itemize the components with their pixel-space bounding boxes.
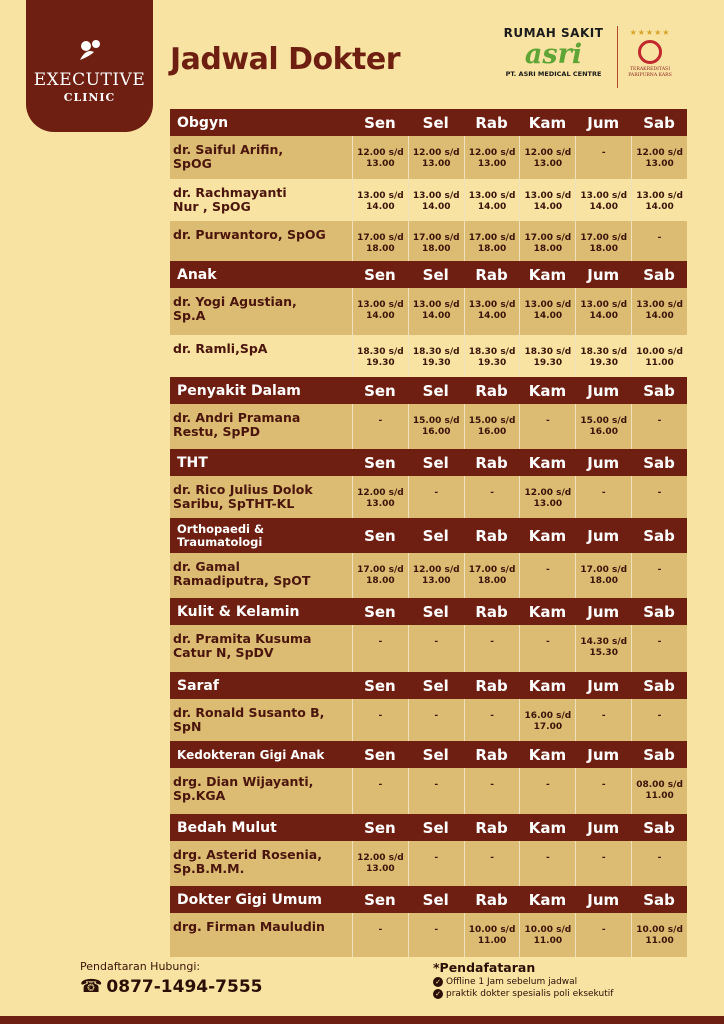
section-category: THT (177, 454, 208, 471)
note-item (433, 977, 613, 987)
day-header: Jum (587, 745, 620, 764)
schedule-cell: - (575, 913, 631, 957)
schedule-cell: - (352, 913, 408, 957)
doctor-name: dr. Purwantoro, SpOG (173, 227, 326, 242)
schedule-cell: 17.00 s/d 18.00 (464, 553, 520, 598)
section-category: Kulit & Kelamin (177, 603, 300, 620)
day-header: Sen (364, 381, 396, 400)
schedule-cell: - (464, 841, 520, 886)
day-header: Sab (643, 676, 675, 695)
stars-icon: ★★★★★ (629, 28, 671, 37)
schedule-cell: 18.30 s/d 19.30 (575, 335, 631, 377)
hospital-company: PT. ASRI MEDICAL CENTRE (505, 70, 602, 78)
doctor-name: dr. Pramita Kusuma Catur N, SpDV (173, 631, 312, 660)
section-header (170, 261, 687, 288)
schedule-cell: 12.00 s/d 13.00 (352, 841, 408, 886)
day-header: Kam (528, 676, 567, 695)
day-header: Sab (643, 745, 675, 764)
day-header: Jum (587, 602, 620, 621)
day-header: Sel (422, 526, 449, 545)
section-category: Bedah Mulut (177, 819, 277, 836)
section-category: Anak (177, 266, 217, 283)
schedule-cell: 10.00 s/d 11.00 (464, 913, 520, 957)
doctor-name: dr. Rachmayanti Nur , SpOG (173, 185, 287, 214)
doctor-row (170, 335, 687, 377)
schedule-cell: - (631, 404, 687, 449)
doctor-name: dr. Gamal Ramadiputra, SpOT (173, 559, 311, 588)
clinic-logo-icon (76, 38, 106, 62)
schedule-cell: - (631, 625, 687, 672)
schedule-cell: - (408, 913, 464, 957)
section-header (170, 814, 687, 841)
schedule-cell: - (352, 625, 408, 672)
schedule-cell: 13.00 s/d 14.00 (464, 288, 520, 335)
doctor-name: dr. Ronald Susanto B, SpN (173, 705, 325, 734)
schedule-cell: 12.00 s/d 13.00 (352, 136, 408, 179)
brand-name: EXECUTIVE (33, 70, 146, 90)
schedule-cell: 13.00 s/d 14.00 (352, 288, 408, 335)
section-header (170, 518, 687, 553)
schedule-cell: - (408, 841, 464, 886)
day-header: Kam (528, 745, 567, 764)
day-header: Sel (422, 818, 449, 837)
hospital-logo (486, 26, 621, 78)
schedule-cell: - (519, 841, 575, 886)
brand-subname: CLINIC (63, 91, 116, 104)
schedule-cell: - (575, 699, 631, 741)
doctor-row (170, 179, 687, 221)
schedule-cell: 13.00 s/d 14.00 (519, 179, 575, 221)
day-header: Rab (475, 676, 508, 695)
doctor-row (170, 699, 687, 741)
schedule-cell: 16.00 s/d 17.00 (519, 699, 575, 741)
schedule-cell: - (631, 553, 687, 598)
schedule-cell: - (352, 699, 408, 741)
telephone-icon: ☎ (80, 976, 103, 997)
schedule-cell: 17.00 s/d 18.00 (352, 553, 408, 598)
day-header: Rab (475, 453, 508, 472)
day-header: Kam (528, 602, 567, 621)
section-header (170, 672, 687, 699)
section-category: Kedokteran Gigi Anak (177, 747, 325, 762)
day-header: Sel (422, 381, 449, 400)
check-icon: ✓ (433, 977, 443, 987)
accreditation-text: TERAKREDITASI PARIPURNA KARS (628, 67, 672, 78)
day-header: Sen (364, 526, 396, 545)
section-category: Orthopaedi & Traumatologi (177, 521, 265, 549)
day-header: Sen (364, 890, 396, 909)
day-header: Sel (422, 676, 449, 695)
schedule-cell: - (575, 136, 631, 179)
schedule-cell: 13.00 s/d 14.00 (352, 179, 408, 221)
doctor-name: drg. Dian Wijayanti, Sp.KGA (173, 774, 314, 803)
schedule-cell: 15.00 s/d 16.00 (464, 404, 520, 449)
schedule-cell: 18.30 s/d 19.30 (352, 335, 408, 377)
doctor-row (170, 625, 687, 672)
day-header: Kam (528, 818, 567, 837)
section-header (170, 598, 687, 625)
schedule-cell: 13.00 s/d 14.00 (631, 179, 687, 221)
doctor-row (170, 221, 687, 262)
schedule-cell: 13.00 s/d 14.00 (519, 288, 575, 335)
day-header: Sel (422, 453, 449, 472)
page-title: Jadwal Dokter (170, 42, 401, 77)
day-header: Sen (364, 265, 396, 284)
day-header: Sen (364, 453, 396, 472)
schedule-cell: - (631, 841, 687, 886)
schedule-cell: 18.30 s/d 19.30 (408, 335, 464, 377)
day-header: Sel (422, 265, 449, 284)
schedule-cell: 17.00 s/d 18.00 (519, 221, 575, 262)
day-header: Jum (587, 526, 620, 545)
schedule-cell: 13.00 s/d 14.00 (631, 288, 687, 335)
day-header: Sen (364, 745, 396, 764)
schedule-cell: - (519, 404, 575, 449)
section-header (170, 109, 687, 136)
hospital-label: RUMAH SAKIT (503, 26, 604, 40)
day-header: Sen (364, 113, 396, 132)
day-header: Sab (643, 453, 675, 472)
kars-seal-icon (638, 40, 662, 64)
schedule-cell: - (408, 476, 464, 518)
schedule-cell: - (631, 476, 687, 518)
schedule-cell: 14.30 s/d 15.30 (575, 625, 631, 672)
schedule-cell: 17.00 s/d 18.00 (352, 221, 408, 262)
schedule-cell: - (352, 768, 408, 814)
day-header: Rab (475, 745, 508, 764)
day-header: Sel (422, 745, 449, 764)
schedule-cell: - (408, 625, 464, 672)
doctor-name: dr. Ramli,SpA (173, 341, 268, 356)
day-header: Sel (422, 602, 449, 621)
schedule-cell: - (519, 553, 575, 598)
day-header: Rab (475, 526, 508, 545)
schedule-cell: 12.00 s/d 13.00 (408, 553, 464, 598)
day-header: Sen (364, 602, 396, 621)
doctor-row (170, 841, 687, 886)
note-text: praktik dokter spesialis poli eksekutif (446, 989, 614, 999)
schedule-cell: - (408, 699, 464, 741)
schedule-cell: 15.00 s/d 16.00 (575, 404, 631, 449)
section-category: Saraf (177, 677, 219, 694)
day-header: Sen (364, 676, 396, 695)
day-header: Rab (475, 602, 508, 621)
doctor-name: dr. Andri Pramana Restu, SpPD (173, 410, 301, 439)
schedule-cell: 13.00 s/d 14.00 (464, 179, 520, 221)
day-header: Kam (528, 113, 567, 132)
schedule-cell: 18.30 s/d 19.30 (519, 335, 575, 377)
schedule-cell: 12.00 s/d 13.00 (408, 136, 464, 179)
contact-phone[interactable] (80, 976, 262, 997)
day-header: Sab (643, 526, 675, 545)
day-header: Sel (422, 113, 449, 132)
section-header (170, 449, 687, 476)
schedule-cell: 12.00 s/d 13.00 (631, 136, 687, 179)
day-header: Rab (475, 381, 508, 400)
schedule-cell: 13.00 s/d 14.00 (575, 288, 631, 335)
day-header: Kam (528, 890, 567, 909)
schedule-cell: - (631, 221, 687, 262)
day-header: Jum (587, 113, 620, 132)
day-header: Sen (364, 818, 396, 837)
bottom-bar (0, 1016, 724, 1024)
schedule-cell: 12.00 s/d 13.00 (519, 136, 575, 179)
schedule-cell: 17.00 s/d 18.00 (464, 221, 520, 262)
doctor-row (170, 288, 687, 335)
doctor-name: dr. Yogi Agustian, Sp.A (173, 294, 297, 323)
note-item (433, 989, 613, 999)
schedule-cell: - (352, 404, 408, 449)
doctor-name: drg. Firman Mauludin (173, 919, 325, 934)
day-header: Sab (643, 113, 675, 132)
schedule-cell: 18.30 s/d 19.30 (464, 335, 520, 377)
schedule-cell: - (519, 625, 575, 672)
doctor-name: drg. Asterid Rosenia, Sp.B.M.M. (173, 847, 322, 876)
day-header: Jum (587, 381, 620, 400)
registration-notes (433, 960, 613, 999)
doctor-name: dr. Saiful Arifin, SpOG (173, 142, 284, 171)
doctor-row (170, 136, 687, 179)
schedule-cell: 10.00 s/d 11.00 (631, 335, 687, 377)
phone-number: 0877-1494-7555 (106, 977, 263, 997)
doctor-name: dr. Rico Julius Dolok Saribu, SpTHT-KL (173, 482, 313, 511)
schedule-cell: 15.00 s/d 16.00 (408, 404, 464, 449)
schedule-cell: 08.00 s/d 11.00 (631, 768, 687, 814)
schedule-cell: 10.00 s/d 11.00 (519, 913, 575, 957)
schedule-cell: - (631, 699, 687, 741)
day-header: Rab (475, 113, 508, 132)
schedule-cell: 13.00 s/d 14.00 (408, 179, 464, 221)
notes-title: *Pendafataran (433, 960, 536, 975)
section-header (170, 741, 687, 768)
schedule-cell: 17.00 s/d 18.00 (408, 221, 464, 262)
day-header: Kam (528, 526, 567, 545)
logo-divider (617, 26, 618, 88)
day-header: Sab (643, 890, 675, 909)
schedule-cell: 17.00 s/d 18.00 (575, 553, 631, 598)
day-header: Sab (643, 265, 675, 284)
day-header: Jum (587, 676, 620, 695)
day-header: Kam (528, 265, 567, 284)
day-header: Jum (587, 818, 620, 837)
section-category: Obgyn (177, 114, 229, 131)
check-icon: ✓ (433, 989, 443, 999)
day-header: Jum (587, 890, 620, 909)
schedule-cell: 17.00 s/d 18.00 (575, 221, 631, 262)
schedule-cell: - (464, 625, 520, 672)
schedule-cell: - (519, 768, 575, 814)
section-header (170, 886, 687, 913)
section-category: Penyakit Dalam (177, 382, 301, 399)
day-header: Sab (643, 602, 675, 621)
accreditation-logo (622, 28, 678, 79)
day-header: Sab (643, 818, 675, 837)
schedule-cell: 12.00 s/d 13.00 (352, 476, 408, 518)
doctor-row (170, 913, 687, 957)
schedule-cell: - (464, 476, 520, 518)
doctor-row (170, 404, 687, 449)
executive-clinic-badge (26, 0, 153, 132)
section-header (170, 377, 687, 404)
hospital-name: asri (524, 39, 583, 70)
day-header: Sel (422, 890, 449, 909)
schedule-cell: 12.00 s/d 13.00 (464, 136, 520, 179)
schedule-cell: 10.00 s/d 11.00 (631, 913, 687, 957)
day-header: Rab (475, 265, 508, 284)
schedule-cell: - (575, 768, 631, 814)
schedule-cell: 13.00 s/d 14.00 (408, 288, 464, 335)
schedule-cell: - (408, 768, 464, 814)
doctor-row (170, 553, 687, 598)
day-header: Rab (475, 818, 508, 837)
day-header: Kam (528, 453, 567, 472)
day-header: Kam (528, 381, 567, 400)
day-header: Jum (587, 453, 620, 472)
day-header: Jum (587, 265, 620, 284)
schedule-cell: - (464, 699, 520, 741)
contact-label: Pendaftaran Hubungi: (80, 960, 201, 973)
note-text: Offline 1 Jam sebelum jadwal (446, 977, 578, 987)
schedule-cell: 13.00 s/d 14.00 (575, 179, 631, 221)
schedule-cell: - (575, 841, 631, 886)
section-category: Dokter Gigi Umum (177, 891, 323, 908)
schedule-cell: 12.00 s/d 13.00 (519, 476, 575, 518)
day-header: Sab (643, 381, 675, 400)
doctor-row (170, 768, 687, 814)
schedule-cell: - (464, 768, 520, 814)
doctor-row (170, 476, 687, 518)
schedule-cell: - (575, 476, 631, 518)
day-header: Rab (475, 890, 508, 909)
